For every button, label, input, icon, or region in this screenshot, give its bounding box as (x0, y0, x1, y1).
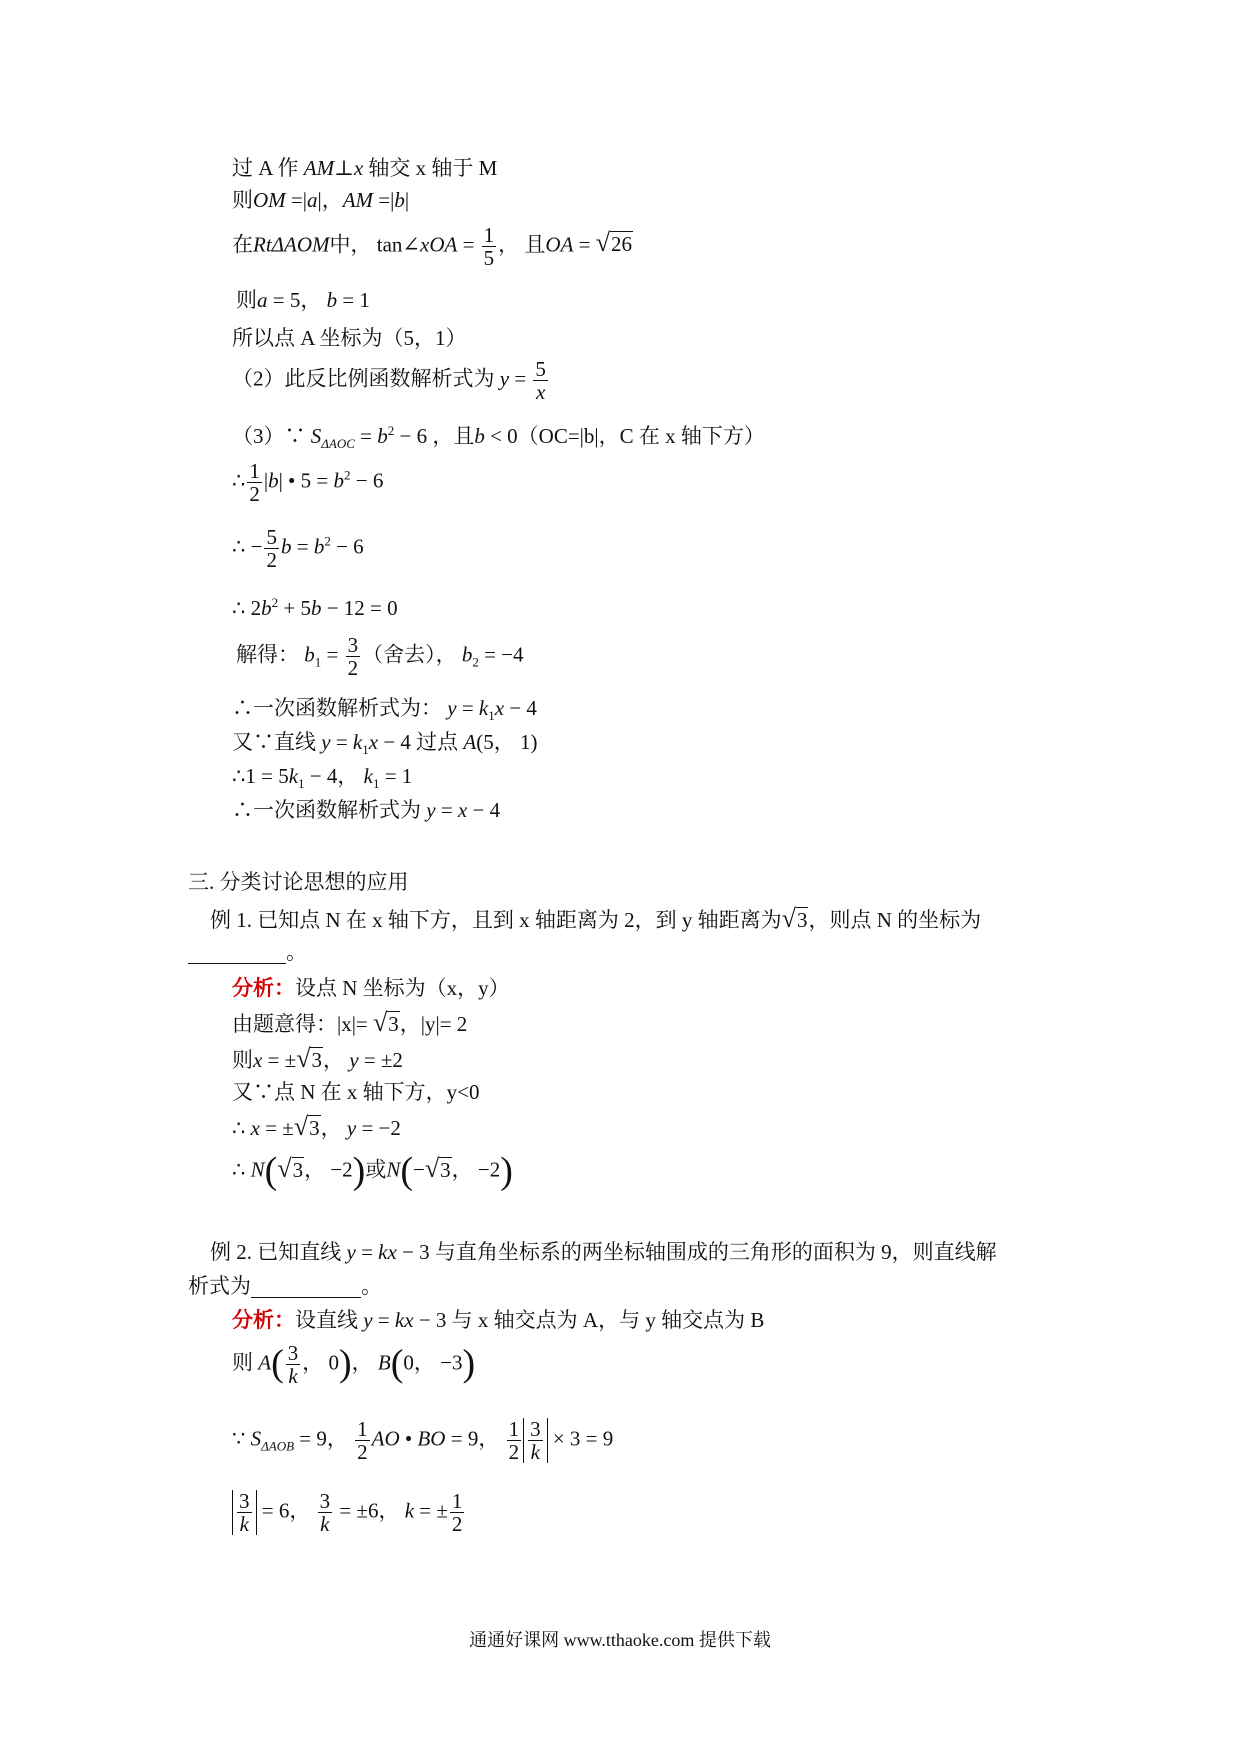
fraction: $\frac{1}{2}$ (508, 1417, 520, 1465)
example-1-blank: 。 (188, 940, 307, 964)
absolute-value: $\frac{3}{k}$ (232, 1490, 257, 1535)
sqrt-sign: √3 (277, 1153, 304, 1183)
line-am-perp: 过 A 作 AM⊥x 轴交 x 轴于 M (232, 156, 498, 180)
fraction: $\frac{3}{k}$ (287, 1341, 299, 1389)
line-a-b: 则a = 5， b = 1 (236, 288, 370, 312)
analysis-2-area: ∵ $S_{\Delta AOB} = 9$， $\frac{1}{2}$ AO • BO = 9， $\frac{1}{2}$ $\frac{3}{k}$ × 3 = 9 (232, 1417, 614, 1465)
fraction: $\frac{1}{2}$ (249, 459, 260, 507)
answer-blank (251, 1277, 361, 1298)
page-footer: 通通好课网 www.tthaoke.com 提供下载 (469, 1630, 771, 1650)
line-linear-func: ∴一次函数解析式为： $y = k_1x - 4$ (232, 696, 537, 724)
line-inverse-func: （2）此反比例函数解析式为 y = $\frac{5}{x}$ (232, 357, 546, 405)
analysis-label: 分析： (232, 976, 295, 1000)
line-through-point: 又∵直线 $y = k_1x - 4$ 过点 A(5， 1) (232, 730, 538, 758)
line-solve-b: 解得： $b_1$ = $\frac{3}{2}$ （舍去）， $b_2 = -4$ (236, 633, 524, 681)
analysis-1-cond: 由题意得：|x|= √3，|y|= 2 (232, 1008, 468, 1037)
fraction: $\frac{1}{2}$ (357, 1417, 368, 1465)
example-2-cont: 析式为 。 (188, 1274, 382, 1298)
sqrt-sign: √3 (293, 1112, 320, 1141)
line-om-am: 则OM =|a|，AM =|b| (232, 188, 410, 212)
line-k1: ∴1 = $5k_1 - 4$， $k_1 = 1$ (232, 764, 413, 792)
analysis-2-points: 则 A( $\frac{3}{k}$ ， 0)， B(0， −3) (232, 1341, 476, 1389)
analysis-1: 分析：设点 N 坐标为（x，y） (232, 976, 510, 1000)
section-heading: 三. 分类讨论思想的应用 (188, 870, 409, 894)
fraction: $\frac{5}{x}$ (535, 357, 546, 405)
sqrt-sign: √3 (296, 1044, 322, 1073)
example-1: 例 1. 已知点 N 在 x 轴下方，且到 x 轴距离为 2，到 y 轴距离为√3，则点 N 的坐标为 (210, 904, 982, 933)
sqrt-sign: √3 (781, 904, 808, 933)
fraction: $\frac{5}{2}$ (266, 525, 277, 573)
line-eq-five-half: ∴ − $\frac{5}{2}$ $b = b^2 - 6$ (232, 525, 364, 573)
analysis-1-below: 又∵点 N 在 x 轴下方，y<0 (232, 1080, 480, 1104)
example-2: 例 2. 已知直线 y = kx − 3 与直角坐标系的两坐标轴围成的三角形的面积为 9，则直线解 (210, 1240, 997, 1264)
answer-blank (188, 943, 286, 964)
line-tan: 在RtΔAOM中， tan∠xOA = $\frac{1}{5}$ ， 且OA = √26 (232, 223, 633, 271)
fraction: $\frac{3}{2}$ (347, 633, 359, 681)
sqrt-sign: √26 (595, 228, 633, 258)
line-eq-half: ∴ $\frac{1}{2}$ |b| • $5 = b^2 - 6$ (232, 459, 384, 507)
fraction: $\frac{1}{5}$ (483, 223, 495, 271)
line-quadratic: ∴ $2b^2 + 5b - 12 = 0$ (232, 595, 398, 620)
analysis-2-k: $\frac{3}{k}$ = 6， $\frac{3}{k}$ = ±6， k = ± $\frac{1}{2}$ (232, 1490, 466, 1535)
analysis-1-n: ∴ N(√3， −2)或N(−√3， −2) (232, 1150, 513, 1192)
sqrt-sign: √3 (373, 1008, 399, 1037)
line-point-a: 所以点 A 坐标为（5，1） (232, 326, 467, 350)
analysis-2: 分析：设直线 y = kx − 3 与 x 轴交点为 A，与 y 轴交点为 B (232, 1308, 765, 1332)
analysis-label: 分析： (232, 1308, 295, 1332)
absolute-value: $\frac{3}{k}$ (523, 1418, 548, 1463)
sqrt-sign: √3 (424, 1153, 451, 1183)
analysis-1-result: ∴ x = ±√3， y = −2 (232, 1112, 401, 1141)
line-area-aoc: （3）∵ $S_{\Delta AOC} = b^2 - 6$ ，且b < 0（OC=|b|，C 在 x 轴下方） (232, 423, 765, 452)
fraction: $\frac{1}{2}$ (451, 1489, 463, 1537)
fraction: $\frac{3}{k}$ (319, 1489, 331, 1537)
line-final-linear: ∴一次函数解析式为 y = x − 4 (232, 798, 501, 822)
analysis-1-xy: 则x = ±√3， y = ±2 (232, 1044, 403, 1073)
